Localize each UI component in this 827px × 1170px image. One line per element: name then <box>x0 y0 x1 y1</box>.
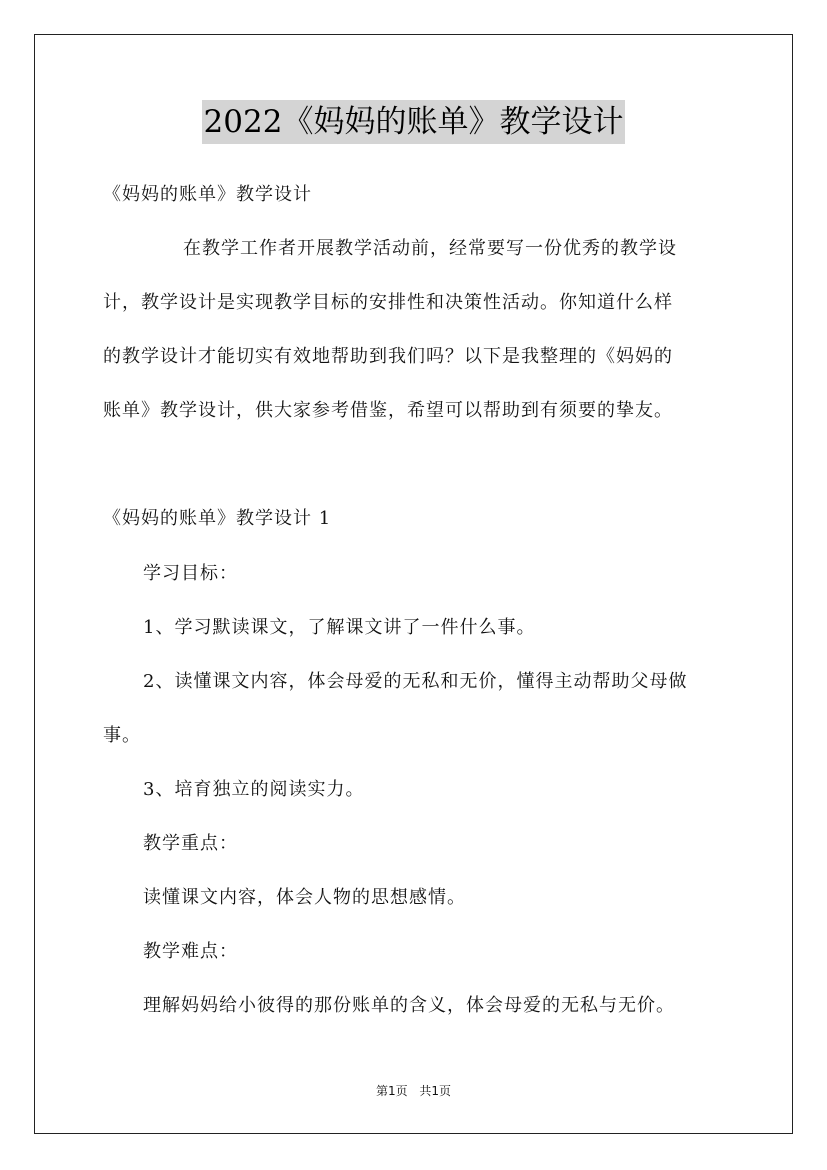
section-heading: 《妈妈的账单》教学设计 1 <box>103 508 332 529</box>
key-points-text: 读懂课文内容，体会人物的思想感情。 <box>143 887 466 908</box>
subtitle: 《妈妈的账单》教学设计 <box>103 184 312 205</box>
objective-2-continued: 事。 <box>103 725 141 746</box>
intro-line-1: 在教学工作者开展教学活动前，经常要写一份优秀的教学设 <box>183 238 677 259</box>
objective-2: 2、读懂课文内容，体会母爱的无私和无价，懂得主动帮助父母做 <box>143 671 688 692</box>
objective-1: 1、学习默读课文，了解课文讲了一件什么事。 <box>143 617 536 638</box>
page-footer <box>0 1082 827 1099</box>
intro-line-4: 账单》教学设计，供大家参考借鉴，希望可以帮助到有须要的挚友。 <box>103 400 673 421</box>
document-title: 2022《妈妈的账单》教学设计 <box>202 100 626 144</box>
key-points-label: 教学重点： <box>143 833 238 854</box>
objectives-label: 学习目标： <box>143 563 238 584</box>
objective-3: 3、培育独立的阅读实力。 <box>143 779 365 800</box>
difficulties-text: 理解妈妈给小彼得的那份账单的含义，体会母爱的无私与无价。 <box>143 995 675 1016</box>
intro-line-3: 的教学设计才能切实有效地帮助到我们吗？以下是我整理的《妈妈的 <box>103 346 673 367</box>
difficulties-label: 教学难点： <box>143 941 238 962</box>
intro-line-2: 计，教学设计是实现教学目标的安排性和决策性活动。你知道什么样 <box>103 292 673 313</box>
title-wrap <box>0 100 827 144</box>
page-number: 第1页 <box>375 1084 408 1098</box>
page-count: 共1页 <box>419 1084 452 1098</box>
